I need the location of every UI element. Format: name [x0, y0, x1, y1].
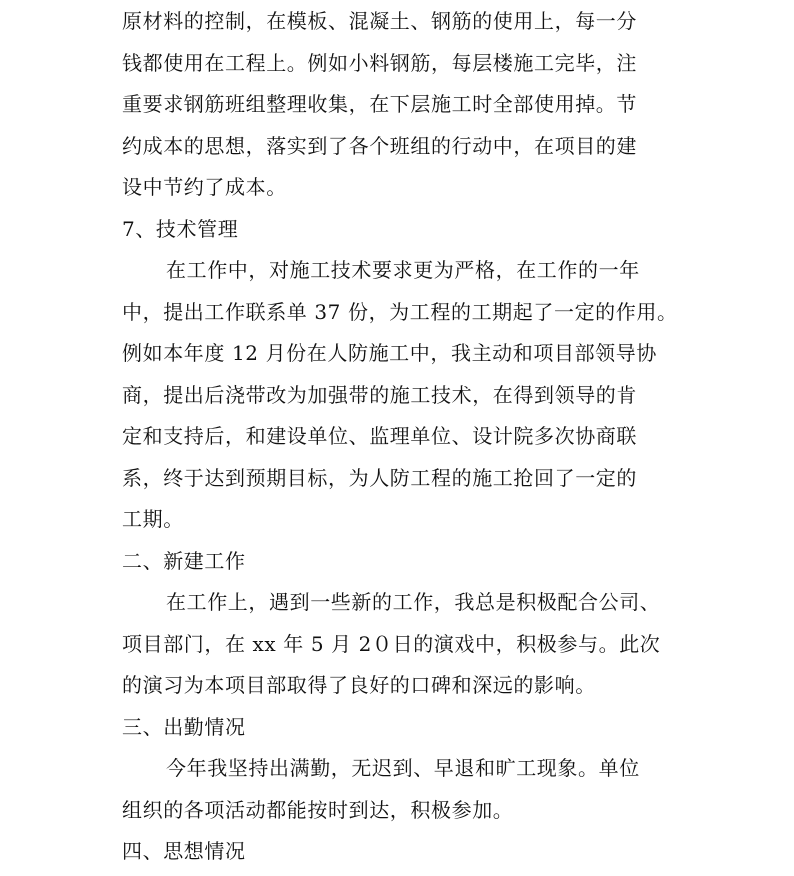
- text-line: 工期。: [122, 507, 184, 531]
- text-line: 组织的各项活动都能按时到达，积极参加。: [122, 797, 514, 822]
- section-heading-ideology: 四、思想情况: [122, 839, 246, 863]
- document-page: [122, 0, 692, 873]
- text-line: 钱都使用在工程上。例如小料钢筋，每层楼施工完毕，注: [122, 50, 637, 75]
- paragraph-technical-management: [122, 250, 692, 541]
- text-line: 重要求钢筋班组整理收集，在下层施工时全部使用掉。节: [122, 92, 637, 116]
- text-line: 在工作中，对施工技术要求更为严格，在工作的一年: [166, 258, 640, 282]
- paragraph-attendance: [122, 748, 692, 831]
- section-heading-technical-management: 7、技术管理: [122, 216, 239, 241]
- text-line: 例如本年度 12 月份在人防施工中，我主动和项目部领导协: [122, 341, 657, 365]
- text-line: 商，提出后浇带改为加强带的施工技术，在得到领导的肯: [122, 382, 637, 407]
- text-line: 原材料的控制，在模板、混凝土、钢筋的使用上，每一分: [122, 9, 637, 33]
- text-line: 今年我坚持出满勤，无迟到、早退和旷工现象。单位: [166, 756, 640, 780]
- text-line: 系，终于达到预期目标，为人防工程的施工抢回了一定的: [122, 465, 637, 490]
- text-line: 在工作上，遇到一些新的工作，我总是积极配合公司、: [166, 590, 661, 614]
- section-heading-new-work: 二、新建工作: [122, 548, 246, 573]
- section-heading-attendance: 三、出勤情况: [122, 714, 246, 739]
- paragraph-material-control: [122, 1, 692, 209]
- text-line: 设中节约了成本。: [122, 175, 287, 199]
- text-line: 约成本的思想，落实到了各个班组的行动中，在项目的建: [122, 133, 637, 158]
- text-line: 中，提出工作联系单 37 份，为工程的工期起了一定的作用。: [122, 299, 678, 324]
- text-line: 定和支持后，和建设单位、监理单位、设计院多次协商联: [122, 424, 637, 448]
- text-line: 的演习为本项目部取得了良好的口碑和深远的影响。: [122, 673, 596, 697]
- text-line: 项目部门，在 xx 年 5 月 2０日的演戏中，积极参与。此次: [122, 631, 661, 656]
- paragraph-new-work: [122, 582, 692, 707]
